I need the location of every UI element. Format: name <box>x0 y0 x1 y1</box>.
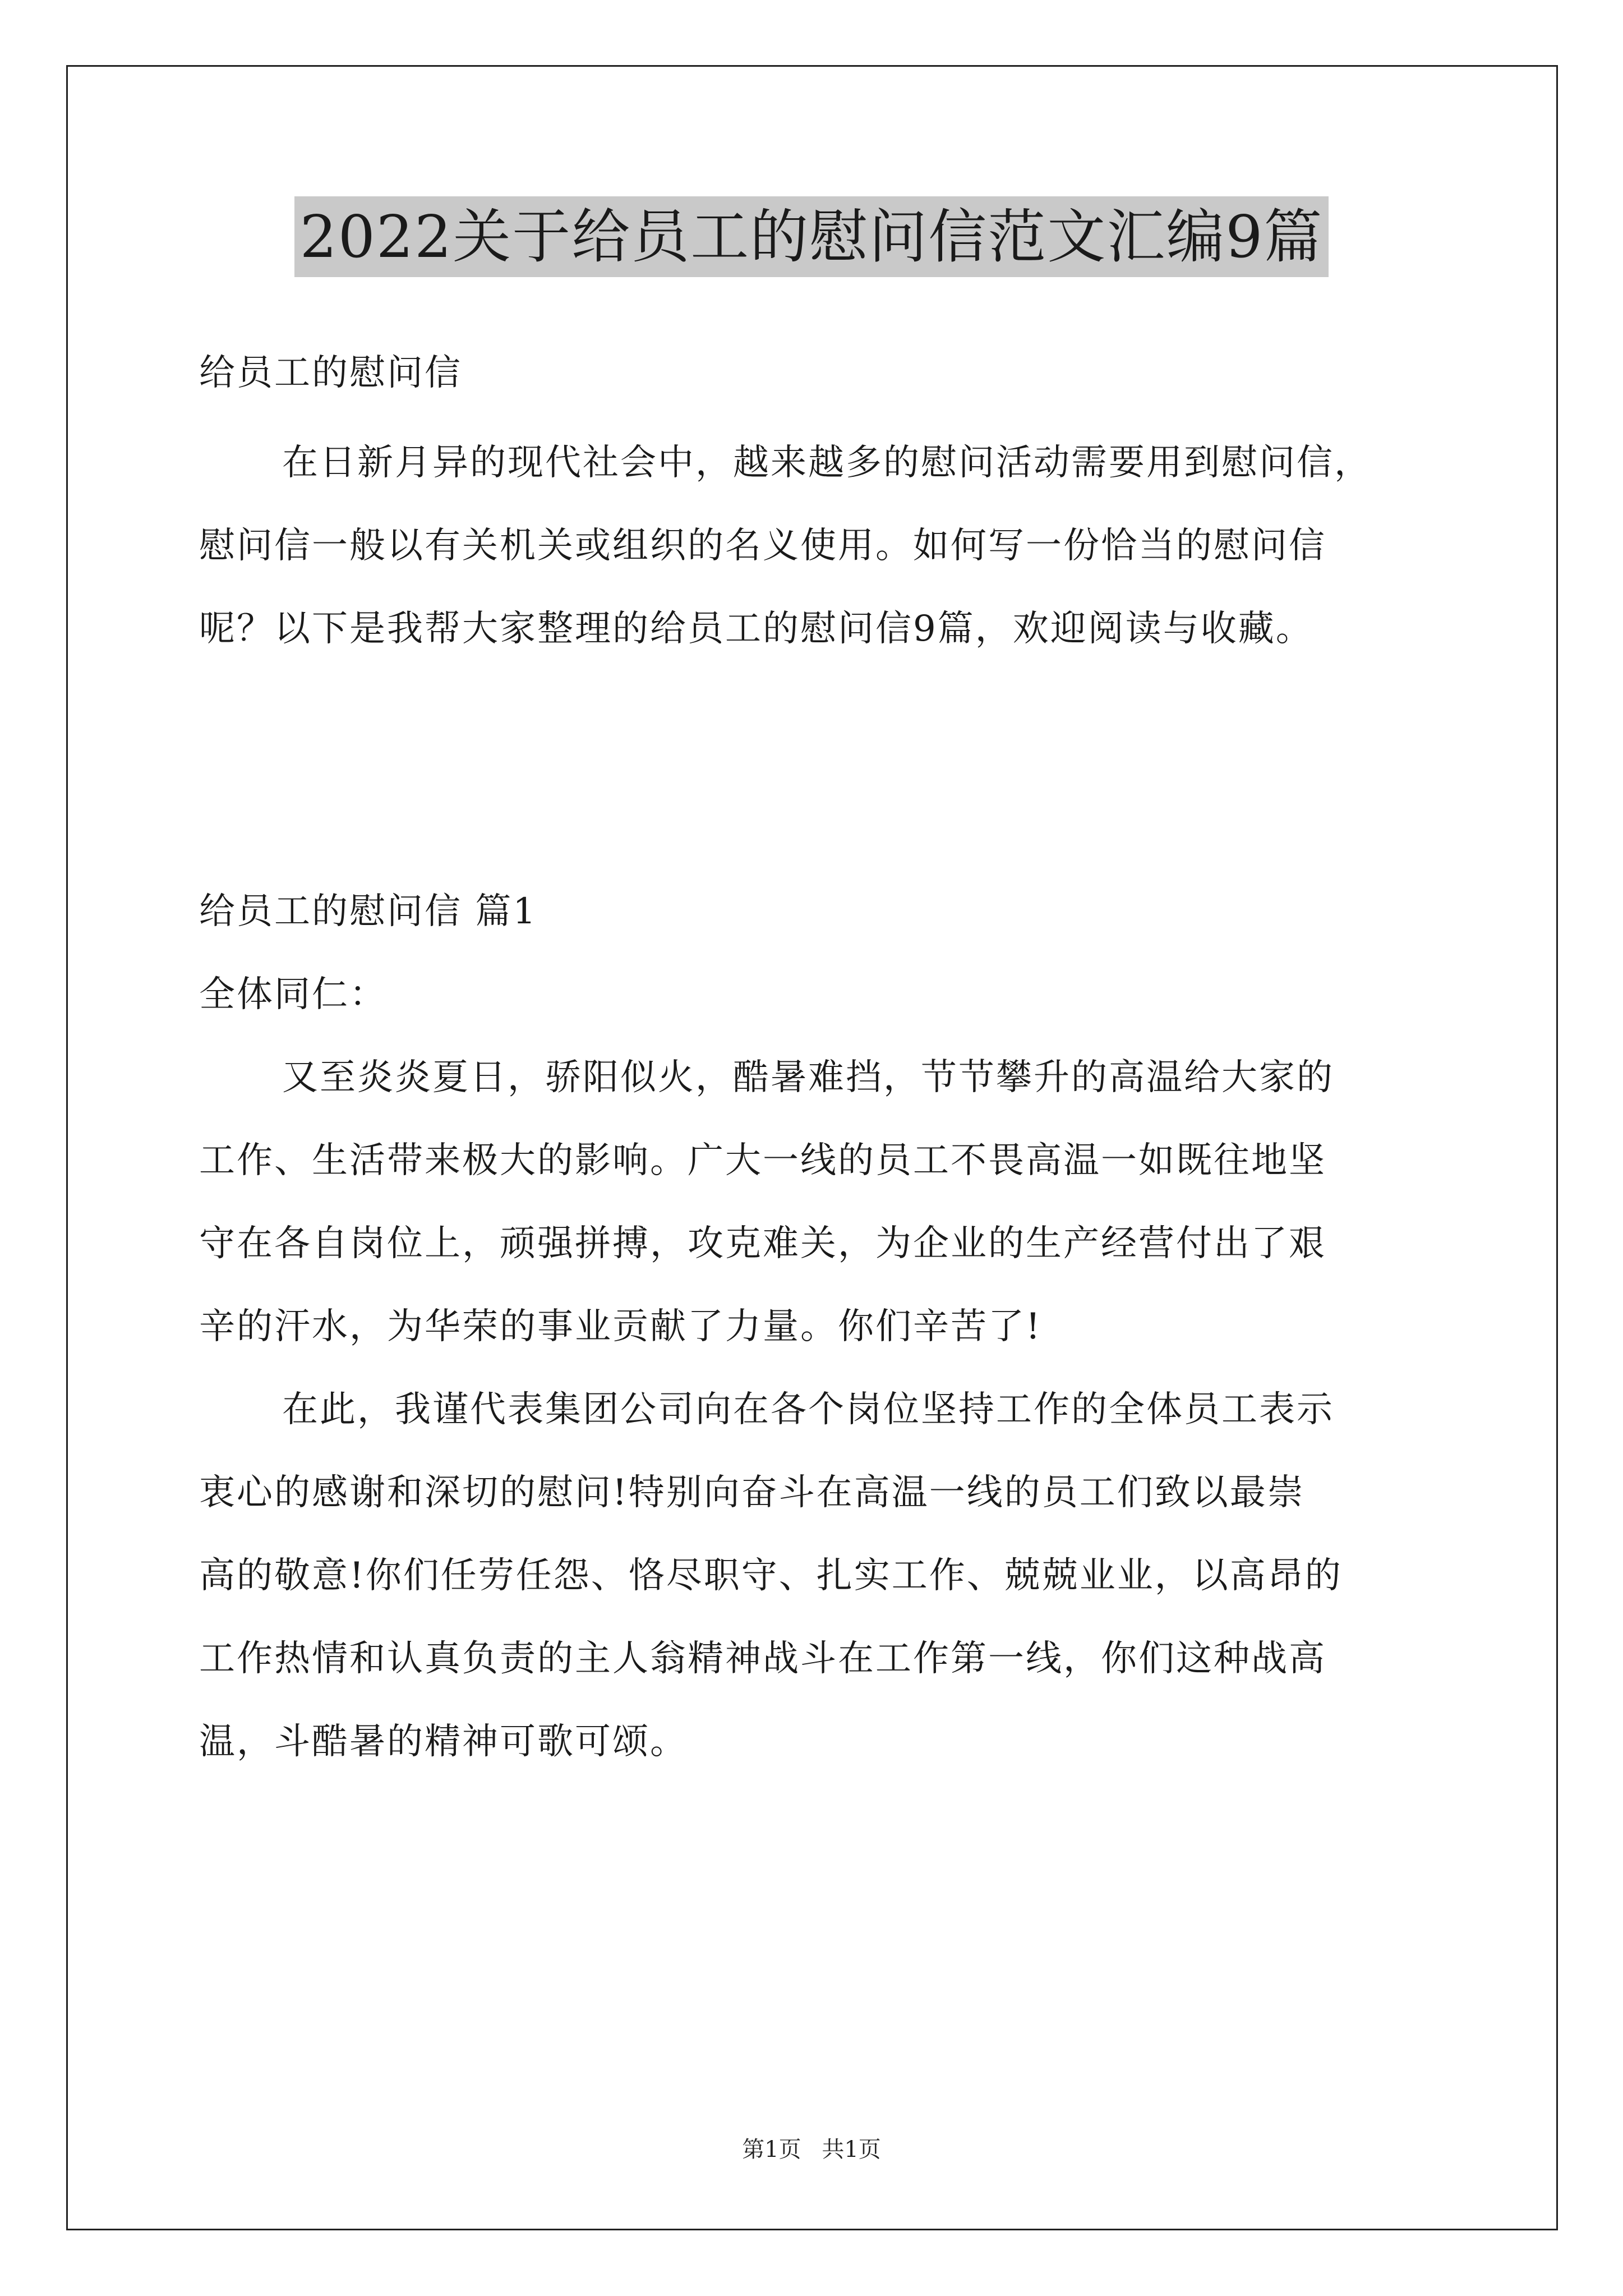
paragraph-line: 守在各自岗位上，顽强拼搏，攻克难关，为企业的生产经营付出了艰 <box>199 1223 1326 1264</box>
section-heading: 给员工的慰问信 篇1 <box>199 891 538 932</box>
page-total: 共1页 <box>822 2137 881 2162</box>
title-container <box>0 196 1623 277</box>
paragraph-line: 在此，我谨代表集团公司向在各个岗位坚持工作的全体员工表示 <box>282 1389 1334 1430</box>
document-title: 2022关于给员工的慰问信范文汇编9篇 <box>294 196 1329 277</box>
page-number: 第1页 <box>742 2137 801 2162</box>
paragraph-line: 衷心的感谢和深切的慰问!特别向奋斗在高温一线的员工们致以最崇 <box>199 1472 1305 1513</box>
intro-line: 呢？以下是我帮大家整理的给员工的慰问信9篇，欢迎阅读与收藏。 <box>199 608 1313 650</box>
paragraph-line: 温，斗酷暑的精神可歌可颂。 <box>199 1721 688 1763</box>
paragraph-line: 高的敬意!你们任劳任怨、恪尽职守、扎实工作、兢兢业业，以高昂的 <box>199 1555 1343 1596</box>
intro-line: 在日新月异的现代社会中，越来越多的慰问活动需要用到慰问信， <box>282 442 1372 484</box>
paragraph-line: 又至炎炎夏日，骄阳似火，酷暑难挡，节节攀升的高温给大家的 <box>282 1057 1334 1098</box>
intro-line: 慰问信一般以有关机关或组织的名义使用。如何写一份恰当的慰问信 <box>199 525 1326 567</box>
paragraph-line: 辛的汗水，为华荣的事业贡献了力量。你们辛苦了! <box>199 1306 1042 1347</box>
paragraph-line: 工作、生活带来极大的影响。广大一线的员工不畏高温一如既往地坚 <box>199 1140 1326 1181</box>
intro-heading: 给员工的慰问信 <box>199 352 462 394</box>
salutation: 全体同仁： <box>199 974 387 1015</box>
paragraph-line: 工作热情和认真负责的主人翁精神战斗在工作第一线，你们这种战高 <box>199 1638 1326 1680</box>
page-footer <box>0 2132 1623 2164</box>
